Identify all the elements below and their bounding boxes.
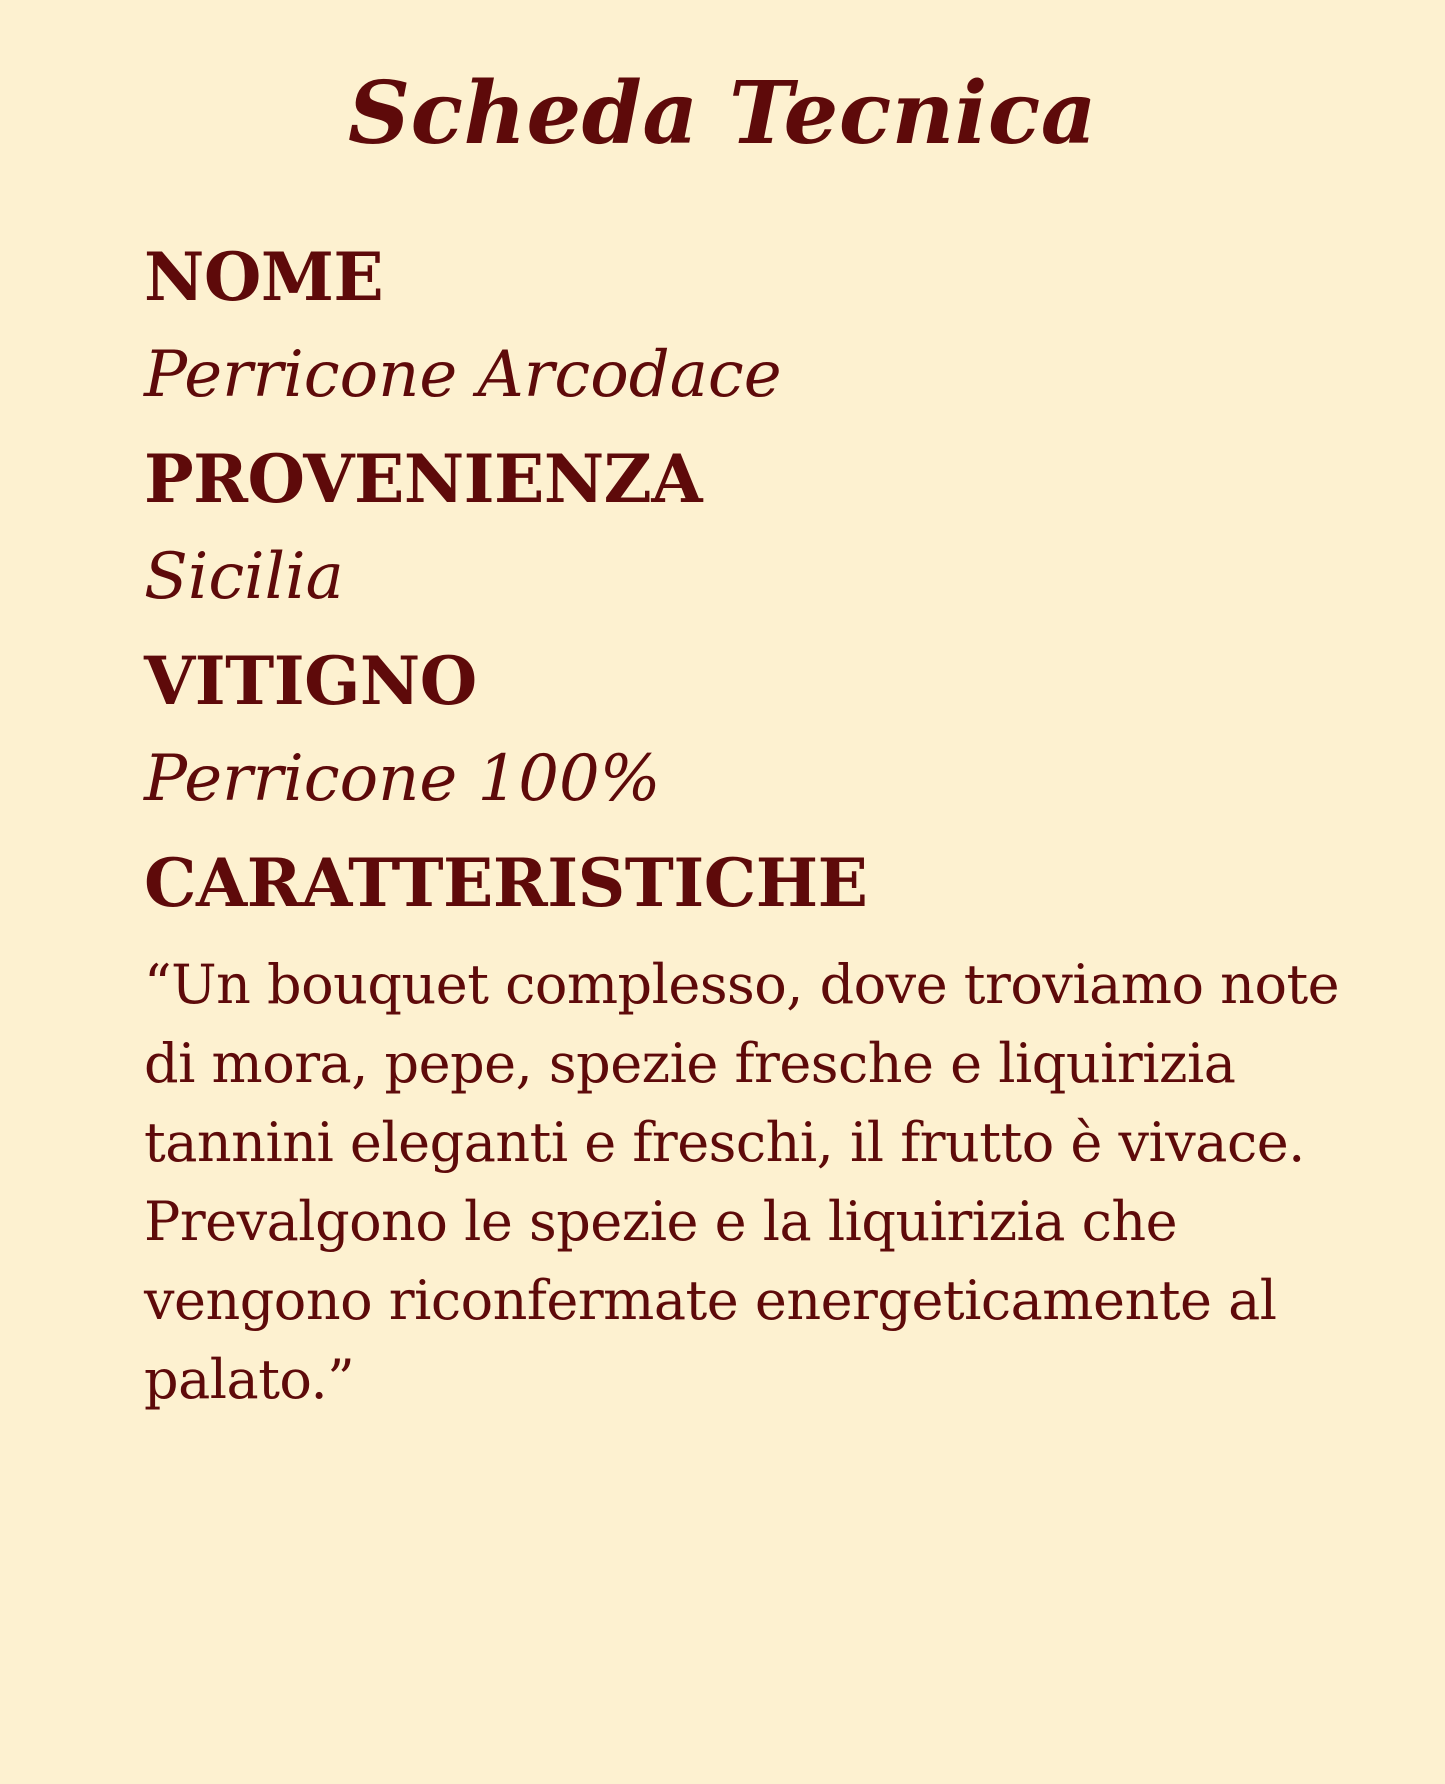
characteristics-description: “Un bouquet complesso, dove troviamo note di mora, pepe, spezie fresche e liquirizia tannini eleganti e freschi, il frutto è vivace. Prevalgono le spezie e la liquirizia che vengono riconfermate energeticamente al palato.” bbox=[144, 953, 1340, 1412]
field-label-caratteristiche: CARATTERISTICHE bbox=[144, 843, 868, 922]
field-label-provenienza: PROVENIENZA bbox=[144, 439, 703, 518]
field-value-nome: Perricone Arcodace bbox=[144, 338, 782, 413]
field-label-nome: NOME bbox=[144, 238, 384, 316]
field-label-vitigno: VITIGNO bbox=[144, 641, 477, 720]
field-caratteristiche bbox=[144, 844, 1374, 1419]
field-provenienza bbox=[144, 440, 1374, 616]
page-title: Scheda Tecnica bbox=[347, 63, 1097, 164]
field-vitigno bbox=[144, 642, 1374, 818]
field-value-vitigno: Perricone 100% bbox=[144, 742, 661, 817]
tech-sheet-content bbox=[144, 238, 1374, 1473]
field-value-provenienza: Sicilia bbox=[144, 540, 344, 615]
field-nome bbox=[144, 238, 1374, 414]
